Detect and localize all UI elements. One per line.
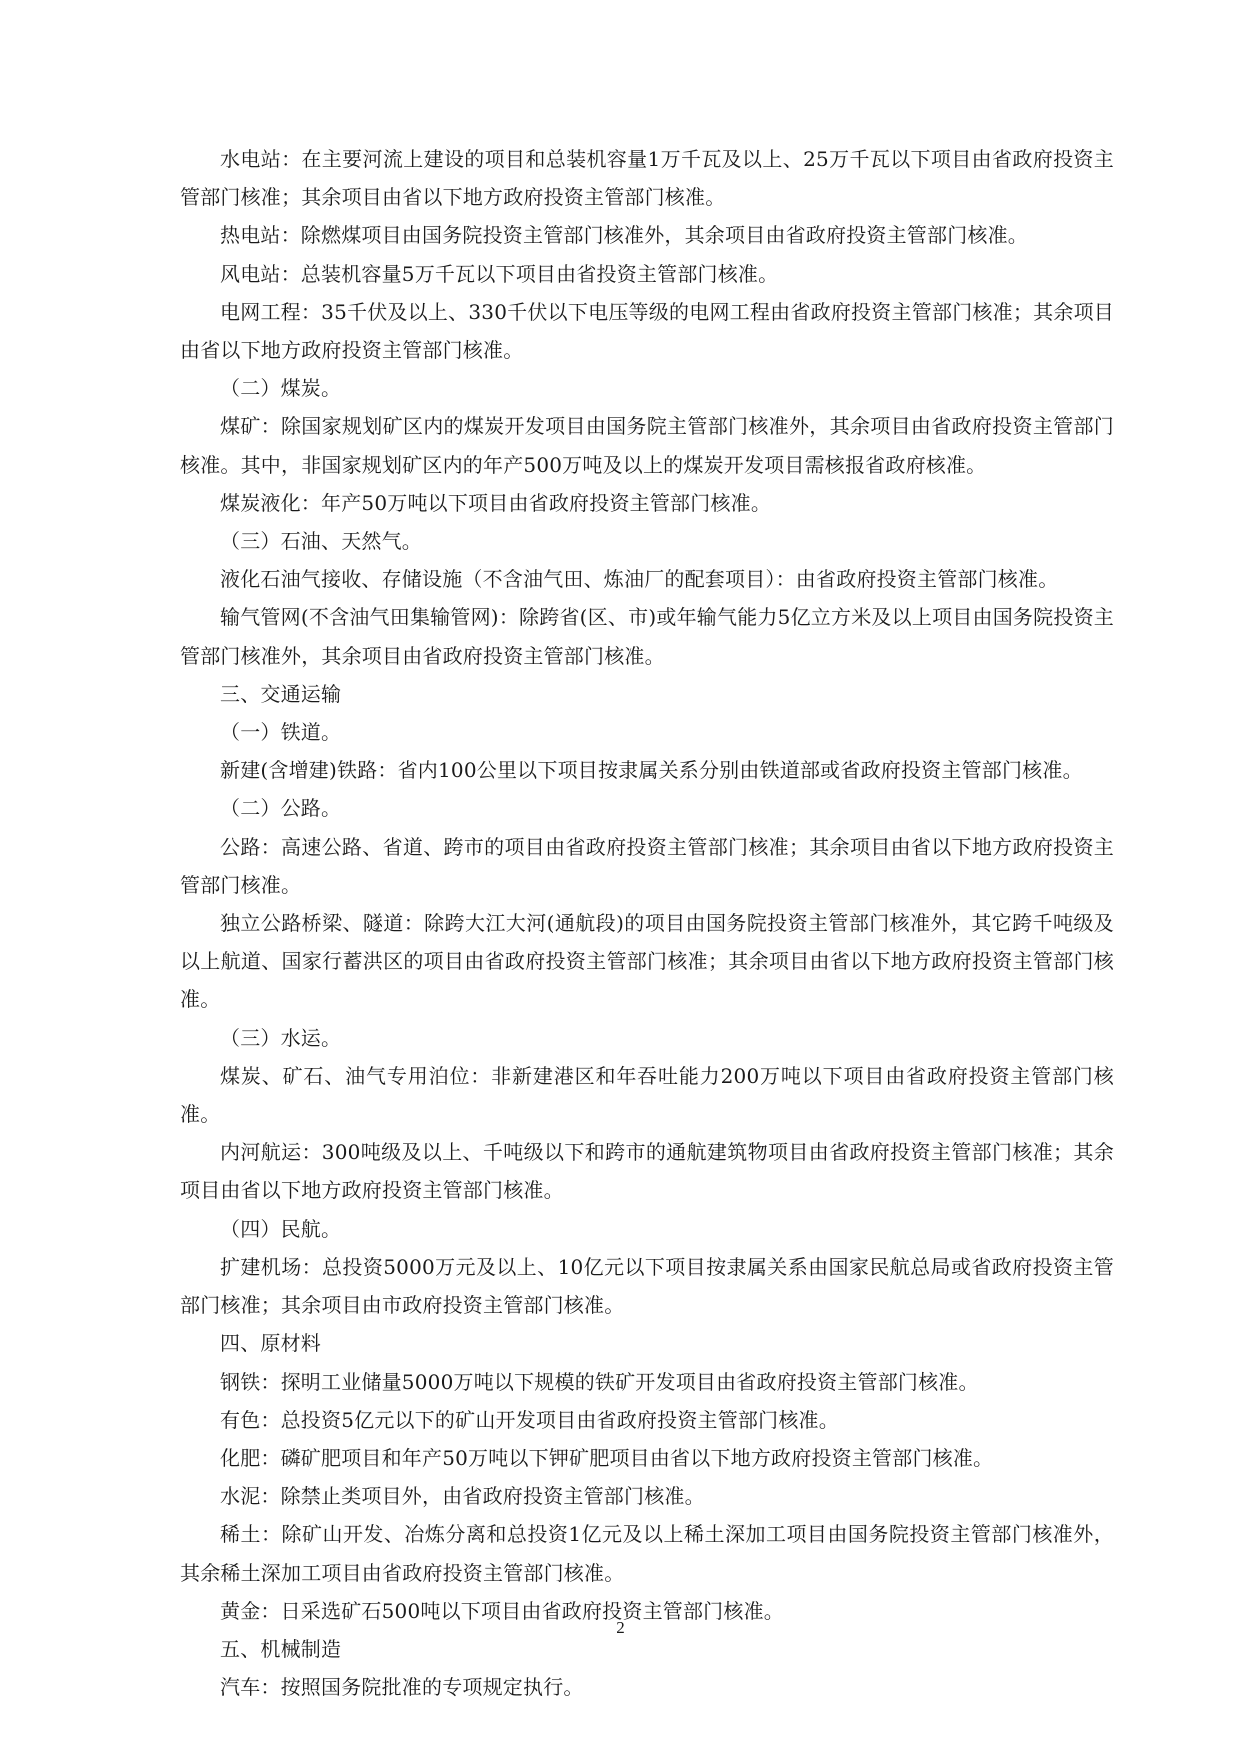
section-heading-raw-materials: 四、原材料 xyxy=(220,1331,321,1356)
subheading-waterway: （三）水运。 xyxy=(220,1025,342,1050)
paragraph-coal-mine: 煤矿：除国家规划矿区内的煤炭开发项目由国务院主管部门核准外，其余项目由省政府投资主管部门核准。其中，非国家规划矿区内的年产500万吨及以上的煤炭开发项目需核报省政府核准。 xyxy=(180,414,1114,477)
paragraph-highway: 公路：高速公路、省道、跨市的项目由省政府投资主管部门核准；其余项目由省以下地方政府投资主管部门核准。 xyxy=(180,834,1114,897)
paragraph-bridges-tunnels: 独立公路桥梁、隧道：除跨大江大河(通航段)的项目由国务院投资主管部门核准外，其它跨千吨级及以上航道、国家行蓄洪区的项目由省政府投资主管部门核准；其余项目由省以下地方政府投资主管部门核准。 xyxy=(180,911,1114,1012)
paragraph-coal-liquefaction: 煤炭液化：年产50万吨以下项目由省政府投资主管部门核准。 xyxy=(220,490,772,515)
document-body xyxy=(180,140,1114,1706)
paragraph-steel: 钢铁：探明工业储量5000万吨以下规模的铁矿开发项目由省政府投资主管部门核准。 xyxy=(220,1369,979,1394)
paragraph-thermal-power: 热电站：除燃煤项目由国务院投资主管部门核准外，其余项目由省政府投资主管部门核准。 xyxy=(220,223,1028,248)
section-heading-machinery: 五、机械制造 xyxy=(220,1636,342,1661)
paragraph-fertilizer: 化肥：磷矿肥项目和年产50万吨以下钾矿肥项目由省以下地方政府投资主管部门核准。 xyxy=(220,1445,994,1470)
paragraph-gas-pipeline: 输气管网(不含油气田集输管网)：除跨省(区、市)或年输气能力5亿立方米及以上项目由国务院投资主管部门核准外，其余项目由省政府投资主管部门核准。 xyxy=(180,605,1114,668)
paragraph-new-railway: 新建(含增建)铁路：省内100公里以下项目按隶属关系分别由铁道部或省政府投资主管部门核准。 xyxy=(220,758,1083,783)
paragraph-power-grid: 电网工程：35千伏及以上、330千伏以下电压等级的电网工程由省政府投资主管部门核准；其余项目由省以下地方政府投资主管部门核准。 xyxy=(180,299,1114,363)
page-number: 2 xyxy=(616,1618,625,1637)
paragraph-inland-shipping: 内河航运：300吨级及以上、千吨级以下和跨市的通航建筑物项目由省政府投资主管部门核准；其余项目由省以下地方政府投资主管部门核准。 xyxy=(180,1140,1114,1203)
paragraph-nonferrous: 有色：总投资5亿元以下的矿山开发项目由省政府投资主管部门核准。 xyxy=(220,1407,839,1432)
section-heading-transport: 三、交通运输 xyxy=(220,681,342,706)
subheading-aviation: （四）民航。 xyxy=(220,1216,342,1241)
paragraph-automobile: 汽车：按照国务院批准的专项规定执行。 xyxy=(220,1675,584,1700)
paragraph-gold: 黄金：日采选矿石500吨以下项目由省政府投资主管部门核准。 xyxy=(220,1598,784,1623)
subheading-railway: （一）铁道。 xyxy=(220,720,342,745)
paragraph-lpg-facilities: 液化石油气接收、存储设施（不含油气田、炼油厂的配套项目）：由省政府投资主管部门核准。 xyxy=(220,567,1059,592)
paragraph-berths: 煤炭、矿石、油气专用泊位：非新建港区和年吞吐能力200万吨以下项目由省政府投资主管部门核准。 xyxy=(180,1063,1114,1127)
paragraph-rare-earth: 稀土：除矿山开发、冶炼分离和总投资1亿元及以上稀土深加工项目由国务院投资主管部门核准外，其余稀土深加工项目由省政府投资主管部门核准。 xyxy=(180,1522,1114,1585)
subheading-coal: （二）煤炭。 xyxy=(220,376,342,401)
paragraph-wind-power: 风电站：总装机容量5万千瓦以下项目由省投资主管部门核准。 xyxy=(220,261,779,286)
subheading-highway: （二）公路。 xyxy=(220,796,342,821)
paragraph-hydropower: 水电站：在主要河流上建设的项目和总装机容量1万千瓦及以上、25万千瓦以下项目由省政府投资主管部门核准；其余项目由省以下地方政府投资主管部门核准。 xyxy=(180,147,1114,210)
paragraph-cement: 水泥：除禁止类项目外，由省政府投资主管部门核准。 xyxy=(220,1484,705,1509)
subheading-oil-gas: （三）石油、天然气。 xyxy=(220,529,422,554)
paragraph-airport-expansion: 扩建机场：总投资5000万元及以上、10亿元以下项目按隶属关系由国家民航总局或省政府投资主管部门核准；其余项目由市政府投资主管部门核准。 xyxy=(180,1254,1114,1318)
